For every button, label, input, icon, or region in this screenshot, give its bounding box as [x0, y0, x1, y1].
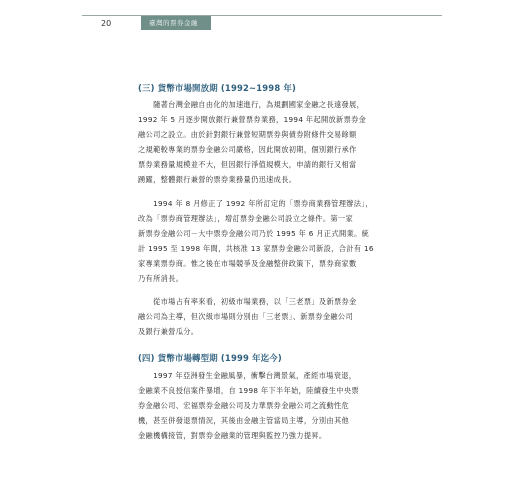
- text-line: 從市場占有率來看，初級市場業務，以「三老票」及新票券金: [138, 297, 357, 306]
- text-line: 新票券金融公司－大中票券金融公司乃於 1995 年 6 月正式開業。統: [138, 229, 370, 238]
- text-line: 機，甚至併發退票情況，其後由金融主管當局主導，分別由其他: [138, 416, 350, 425]
- paragraph-4-1: [138, 368, 398, 443]
- text-line: 融公司之設立。由於針對銀行兼營短期票券與債券附條件交易餘額: [138, 130, 357, 139]
- text-line: 之規範較專業的票券金融公司嚴格，因此開放初期，個別銀行承作: [138, 145, 357, 154]
- paragraph-3-2: [138, 196, 398, 286]
- text-line: 計 1995 至 1998 年間，共核准 13 家票券金融公司新設，合計有 16: [138, 244, 374, 253]
- text-line: 金融機構接管，對票券金融業的管理與監控乃強力提昇。: [138, 431, 327, 440]
- text-line: 乃有所消長。: [138, 274, 184, 283]
- text-line: 金融業不良授信案件暴增，自 1998 年下半年始，陸續發生中央票: [138, 386, 359, 395]
- text-line: 改為「票券商管理辦法」，增訂票券金融公司設立之條件。第一家: [138, 214, 353, 223]
- section-heading-3: (三) 貨幣市場開放期 (1992~1998 年): [138, 83, 297, 93]
- text-line: 1994 年 8 月修正了 1992 年所訂定的「票券商業務管理辦法」，: [138, 199, 373, 208]
- text-line: 及銀行兼營瓜分。: [138, 327, 199, 336]
- text-line: 融公司為主導，但次級市場則分別由「三老票」、新票券金融公司: [138, 312, 353, 321]
- text-line: 票券業務量規模並不大，但因銀行淨值規模大，申請的銀行又相當: [138, 160, 357, 169]
- page-number: 20: [101, 19, 112, 28]
- section-heading-4: (四) 貨幣市場轉型期 (1999 年迄今): [138, 353, 282, 363]
- text-line: 家專業票券商。惟之後在市場競爭及金融整併政策下，票券商家數: [138, 259, 357, 268]
- section-tab: 臺灣的票券金融: [141, 16, 211, 30]
- paragraph-3-1: [138, 97, 398, 187]
- header-rule: [82, 15, 442, 16]
- paragraph-3-3: [138, 294, 398, 339]
- text-line: 隨著台灣金融自由化的加速進行，為規劃國家金融之長遠發展，: [138, 100, 365, 109]
- text-line: 1997 年亞洲發生金融風暴，衝擊台灣景氣，產經市場衰退，: [138, 371, 357, 380]
- text-line: 踴躍，整體銀行兼營的票券業務量仍迅速成長。: [138, 175, 297, 184]
- text-line: 1992 年 5 月逐步開放銀行兼營票券業務，1994 年起開放新票券金: [138, 115, 367, 124]
- text-line: 券金融公司、宏福票券金融公司及力華票券金融公司之流動性危: [138, 401, 350, 410]
